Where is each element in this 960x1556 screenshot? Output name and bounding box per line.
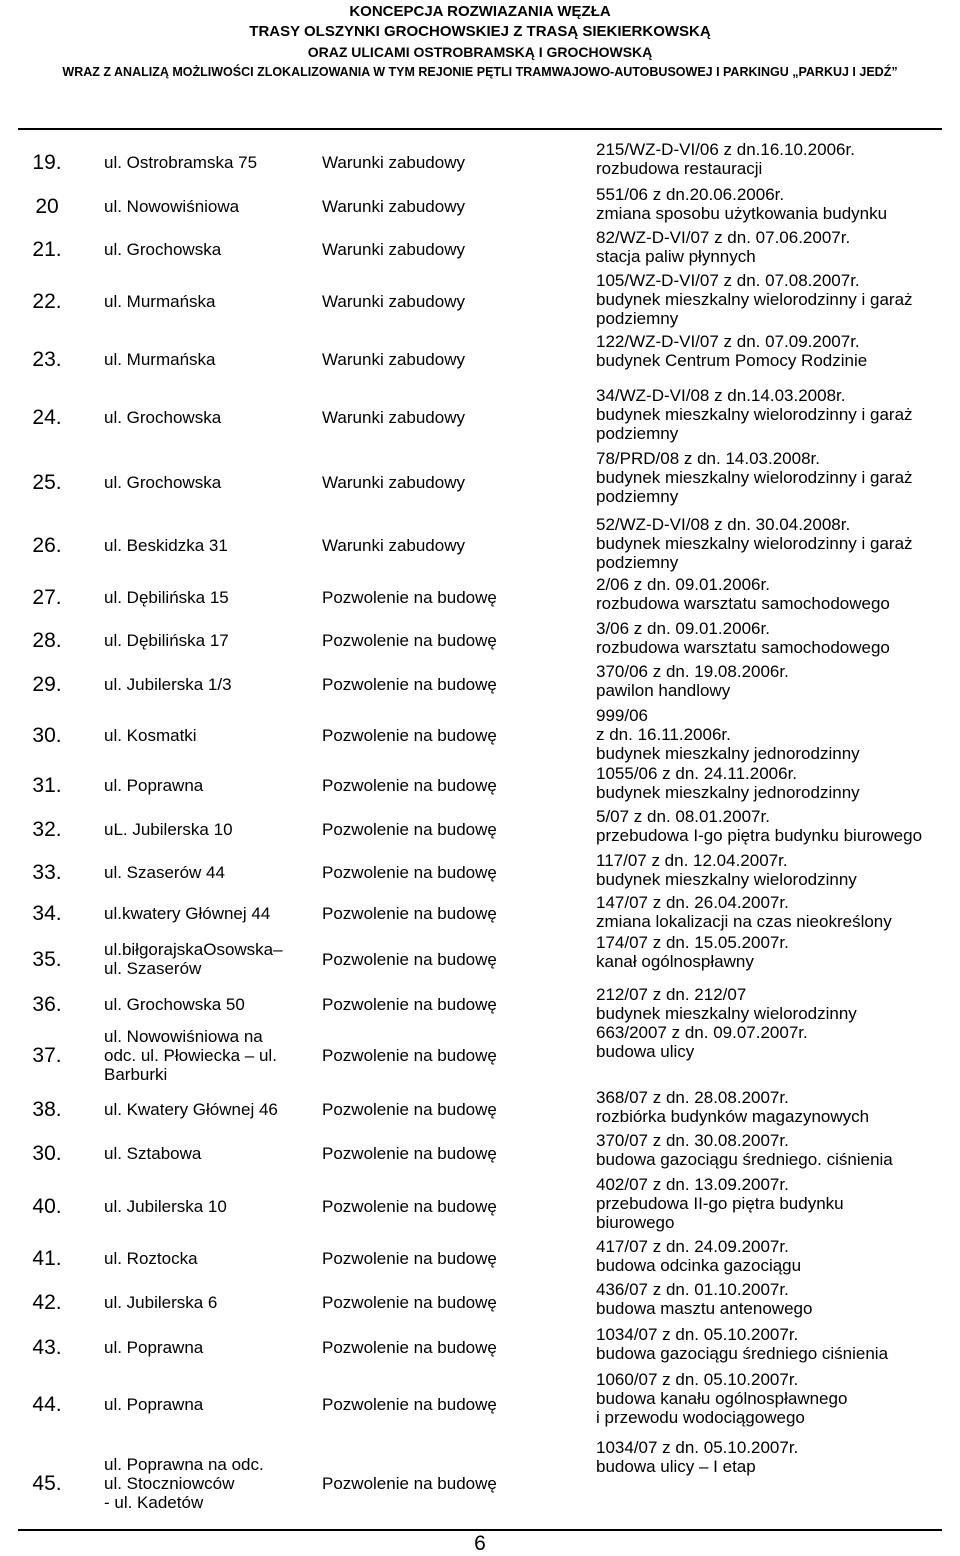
street-cell [104,820,319,839]
row-number: 38. [32,1098,62,1121]
table-row [18,515,942,575]
permit-type-cell: Pozwolenie na budowę [322,776,497,795]
table-row [18,1325,942,1370]
decision-line: podziemny [596,487,679,506]
decision-cell [596,893,942,931]
decision-line: 52/WZ-D-VI/08 z dn. 30.04.2008r. [596,515,851,534]
header-line-3: ORAZ ULICAMI OSTROBRAMSKĄ I GROCHOWSKĄ [307,44,653,60]
decision-line: 215/WZ-D-VI/06 z dn.16.10.2006r. [596,140,855,159]
row-number: 29. [32,673,62,696]
table-row [18,893,942,933]
decision-line: 551/06 z dn.20.06.2006r. [596,185,785,204]
permit-type-cell: Pozwolenie na budowę [322,1197,497,1216]
street-line: uL. Jubilerska 10 [104,820,233,839]
decision-line: 78/PRD/08 z dn. 14.03.2008r. [596,449,820,468]
decision-line: biurowego [596,1213,675,1232]
street-cell [104,675,319,694]
street-line: ul. Roztocka [104,1249,198,1268]
decision-line: budynek mieszkalny wielorodzinny i garaż [596,405,913,424]
permit-type-cell: Pozwolenie na budowę [322,1338,497,1357]
street-line: ul. Grochowska [104,240,222,259]
street-cell [104,536,319,555]
row-number: 41. [32,1247,62,1270]
decision-cell [596,271,942,328]
permit-type-cell: Pozwolenie na budowę [322,1046,497,1065]
street-cell [104,153,319,172]
decision-cell [596,764,942,802]
street-line: ul. Nowowiśniowa na [104,1027,263,1046]
decision-line: 122/WZ-D-VI/07 z dn. 07.09.2007r. [596,332,860,351]
table-row [18,1237,942,1280]
permit-type-cell: Pozwolenie na budowę [322,995,497,1014]
table-row [18,386,942,449]
permit-type-cell: Warunki zabudowy [322,292,465,311]
decision-cell [596,1088,942,1126]
table-row [18,271,942,332]
street-line: ul. Kwatery Głównej 46 [104,1100,278,1119]
decision-cell [596,1370,942,1427]
decision-line: 147/07 z dn. 26.04.2007r. [596,893,789,912]
permit-type-cell: Pozwolenie na budowę [322,950,497,969]
street-cell [104,904,319,923]
street-cell [104,995,319,1014]
decision-line: podziemny [596,553,679,572]
decision-cell [596,1023,942,1061]
table-row [18,933,942,985]
table-row [18,1131,942,1175]
decision-cell [596,140,942,178]
decision-line: podziemny [596,424,679,443]
decision-line: budowa masztu antenowego [596,1299,813,1318]
permit-type-cell: Warunki zabudowy [322,408,465,427]
decision-line: budynek mieszkalny jednorodzinny [596,744,860,763]
table-row [18,1280,942,1325]
row-number: 31. [32,774,62,797]
street-line: Barburki [104,1065,168,1084]
street-cell [104,776,319,795]
decision-line: budowa kanału ogólnospławnego [596,1389,848,1408]
decision-line: 174/07 z dn. 15.05.2007r. [596,933,789,952]
header-line-1: KONCEPCJA ROZWIAZANIA WĘZŁA [349,3,611,20]
decision-line: 1034/07 z dn. 05.10.2007r. [596,1325,799,1344]
decision-line: budynek mieszkalny jednorodzinny [596,783,860,802]
table-row [18,1088,942,1131]
permit-type-cell: Pozwolenie na budowę [322,1395,497,1414]
decision-cell [596,706,942,763]
decision-line: kanał ogólnospławny [596,952,754,971]
document-header [0,0,960,82]
table-row [18,332,942,386]
street-line: odc. ul. Płowiecka – ul. [104,1046,277,1065]
street-cell [104,1144,319,1163]
decision-cell [596,228,942,266]
street-line: ul. Murmańska [104,292,216,311]
table-row [18,851,942,893]
row-number: 33. [32,861,62,884]
decision-cell [596,386,942,443]
permit-type-cell: Pozwolenie na budowę [322,588,497,607]
street-cell [104,1395,319,1414]
decision-line: 663/2007 z dn. 09.07.2007r. [596,1023,808,1042]
decision-line: 402/07 z dn. 13.09.2007r. [596,1175,789,1194]
table-row [18,985,942,1023]
row-number: 27. [32,586,62,609]
decision-line: 417/07 z dn. 24.09.2007r. [596,1237,789,1256]
street-cell [104,408,319,427]
decision-line: 1055/06 z dn. 24.11.2006r. [596,764,798,783]
decision-line: 212/07 z dn. 212/07 [596,985,747,1004]
street-cell [104,1338,319,1357]
decision-line: 999/06 [596,706,648,725]
decision-line: 436/07 z dn. 01.10.2007r. [596,1280,789,1299]
street-cell [104,940,319,978]
decision-line: 370/07 z dn. 30.08.2007r. [596,1131,789,1150]
permit-type-cell: Warunki zabudowy [322,197,465,216]
decision-line: 34/WZ-D-VI/08 z dn.14.03.2008r. [596,386,846,405]
street-cell [104,863,319,882]
street-cell [104,631,319,650]
row-number: 36. [32,993,62,1016]
decision-cell [596,1131,942,1169]
decision-line: zmiana sposobu użytkowania budynku [596,204,888,223]
decision-cell [596,851,942,889]
decision-line: rozbudowa warsztatu samochodowego [596,594,890,613]
table-row [18,575,942,619]
decision-line: przebudowa I-go piętra budynku biurowego [596,826,923,845]
permit-type-cell: Pozwolenie na budowę [322,820,497,839]
street-line: ul.biłgorajskaOsowska– [104,940,283,959]
permit-type-cell: Pozwolenie na budowę [322,631,497,650]
decision-line: i przewodu wodociągowego [596,1408,805,1427]
decision-line: pawilon handlowy [596,681,731,700]
row-number: 22. [32,290,62,313]
street-line: ul. Poprawna [104,776,204,795]
table-row [18,807,942,851]
decision-line: rozbudowa restauracji [596,159,763,178]
row-number: 24. [32,406,62,429]
decision-cell [596,449,942,506]
permit-type-cell: Pozwolenie na budowę [322,1144,497,1163]
decision-line: 3/06 z dn. 09.01.2006r. [596,619,770,638]
decision-cell [596,332,942,370]
street-line: ul. Jubilerska 6 [104,1293,218,1312]
permit-type-cell: Warunki zabudowy [322,153,465,172]
decision-line: 117/07 z dn. 12.04.2007r. [596,851,788,870]
street-line: ul. Grochowska [104,408,222,427]
street-line: ul. Poprawna na odc. [104,1455,264,1474]
table-row [18,764,942,807]
decision-line: budowa gazociągu średniego ciśnienia [596,1344,889,1363]
street-line: ul. Kosmatki [104,726,197,745]
decision-line: budynek mieszkalny wielorodzinny [596,1004,857,1023]
decision-line: 370/06 z dn. 19.08.2006r. [596,662,789,681]
row-number: 45. [32,1472,62,1495]
permit-type-cell: Pozwolenie na budowę [322,1100,497,1119]
street-line: ul.kwatery Głównej 44 [104,904,271,923]
decision-line: z dn. 16.11.2006r. [596,725,731,744]
street-cell [104,240,319,259]
street-cell [104,473,319,492]
street-cell [104,1100,319,1119]
decision-line: zmiana lokalizacji na czas nieokreślony [596,912,892,931]
street-line: ul. Szaserów [104,959,202,978]
decision-line: budynek mieszkalny wielorodzinny i garaż [596,468,913,487]
decision-line: 368/07 z dn. 28.08.2007r. [596,1088,789,1107]
table-row [18,1023,942,1088]
permit-type-cell: Warunki zabudowy [322,240,465,259]
permit-type-cell: Warunki zabudowy [322,473,465,492]
decision-cell [596,515,942,572]
street-cell [104,292,319,311]
row-number: 25. [32,471,62,494]
row-number: 30. [32,1142,62,1165]
decision-cell [596,185,942,223]
street-line: ul. Jubilerska 1/3 [104,675,232,694]
permit-type-cell: Pozwolenie na budowę [322,1293,497,1312]
table-row [18,1438,942,1528]
street-cell [104,350,319,369]
table-row [18,619,942,662]
row-number: 23. [32,348,62,371]
decision-cell [596,575,942,613]
street-line: ul. Grochowska [104,473,222,492]
decision-line: 1060/07 z dn. 05.10.2007r. [596,1370,799,1389]
decision-cell [596,933,942,971]
decision-cell [596,1438,942,1476]
decision-line: rozbudowa warsztatu samochodowego [596,638,890,657]
decision-line: 1034/07 z dn. 05.10.2007r. [596,1438,799,1457]
street-cell [104,1293,319,1312]
row-number: 30. [32,724,62,747]
table-row [18,185,942,228]
street-cell [104,1249,319,1268]
page-number: 6 [474,1532,486,1555]
decision-cell [596,1280,942,1318]
row-number: 43. [32,1336,62,1359]
decision-cell [596,1237,942,1275]
row-number: 28. [32,629,62,652]
decision-line: przebudowa II-go piętra budynku [596,1194,844,1213]
street-cell [104,726,319,745]
street-line: - ul. Kadetów [104,1493,204,1512]
decision-line: budynek mieszkalny wielorodzinny [596,870,857,889]
row-number: 32. [32,818,62,841]
decision-cell [596,985,942,1023]
decisions-table [18,128,942,1531]
street-line: ul. Szaserów 44 [104,863,225,882]
decision-cell [596,619,942,657]
street-line: ul. Poprawna [104,1338,204,1357]
row-number: 40. [32,1195,62,1218]
street-line: ul. Grochowska 50 [104,995,245,1014]
permit-type-cell: Pozwolenie na budowę [322,675,497,694]
street-line: ul. Jubilerska 10 [104,1197,227,1216]
street-line: ul. Ostrobramska 75 [104,153,258,172]
decision-line: rozbiórka budynków magazynowych [596,1107,870,1126]
table-row [18,449,942,515]
row-number: 44. [32,1393,62,1416]
permit-type-cell: Pozwolenie na budowę [322,726,497,745]
table-row [18,1370,942,1438]
row-number: 35. [32,948,62,971]
table-row [18,228,942,271]
decision-line: budowa ulicy [596,1042,695,1061]
street-line: ul. Dębilińska 17 [104,631,229,650]
row-number: 19. [32,151,62,174]
table-row [18,1175,942,1237]
street-line: ul. Beskidzka 31 [104,536,228,555]
decision-line: stacja paliw płynnych [596,247,756,266]
street-cell [104,1197,319,1216]
table-row [18,662,942,706]
decision-line: budowa odcinka gazociągu [596,1256,802,1275]
permit-type-cell: Warunki zabudowy [322,536,465,555]
street-line: ul. Sztabowa [104,1144,202,1163]
decision-line: budowa ulicy – I etap [596,1457,756,1476]
decision-line: 82/WZ-D-VI/07 z dn. 07.06.2007r. [596,228,851,247]
permit-type-cell: Pozwolenie na budowę [322,904,497,923]
decision-line: 105/WZ-D-VI/07 z dn. 07.08.2007r. [596,271,860,290]
row-number: 42. [32,1291,62,1314]
row-number: 34. [32,902,62,925]
header-line-4: WRAZ Z ANALIZĄ MOŻLIWOŚCI ZLOKALIZOWANIA W TYM REJONIE PĘTLI TRAMWAJOWO-AUTOBUSOWEJ I PARKINGU „PARKUJ I JEDŹ” [62,65,898,79]
permit-type-cell: Pozwolenie na budowę [322,1249,497,1268]
street-line: ul. Murmańska [104,350,216,369]
street-cell [104,197,319,216]
street-line: ul. Dębilińska 15 [104,588,229,607]
decision-line: 5/07 z dn. 08.01.2007r. [596,807,770,826]
row-number: 26. [32,534,62,557]
street-cell [104,1455,319,1512]
decision-line: budynek Centrum Pomocy Rodzinie [596,351,868,370]
row-number: 21. [32,238,62,261]
decision-line: budowa gazociągu średniego. ciśnienia [596,1150,893,1169]
street-cell [104,588,319,607]
street-line: ul. Stoczniowców [104,1474,235,1493]
table-row [18,140,942,185]
decision-cell [596,1175,942,1232]
street-cell [104,1027,319,1084]
permit-type-cell: Pozwolenie na budowę [322,1474,497,1493]
permit-type-cell: Pozwolenie na budowę [322,863,497,882]
street-line: ul. Nowowiśniowa [104,197,240,216]
table-row [18,706,942,764]
decision-cell [596,1325,942,1363]
decision-line: podziemny [596,309,679,328]
decision-cell [596,662,942,700]
permit-type-cell: Warunki zabudowy [322,350,465,369]
decision-line: budynek mieszkalny wielorodzinny i garaż [596,534,913,553]
street-line: ul. Poprawna [104,1395,204,1414]
decision-line: budynek mieszkalny wielorodzinny i garaż [596,290,913,309]
row-number: 20 [35,195,59,218]
decision-line: 2/06 z dn. 09.01.2006r. [596,575,770,594]
decision-cell [596,807,942,845]
row-number: 37. [32,1044,62,1067]
header-line-2: TRASY OLSZYNKI GROCHOWSKIEJ Z TRASĄ SIEKIERKOWSKĄ [249,23,711,40]
